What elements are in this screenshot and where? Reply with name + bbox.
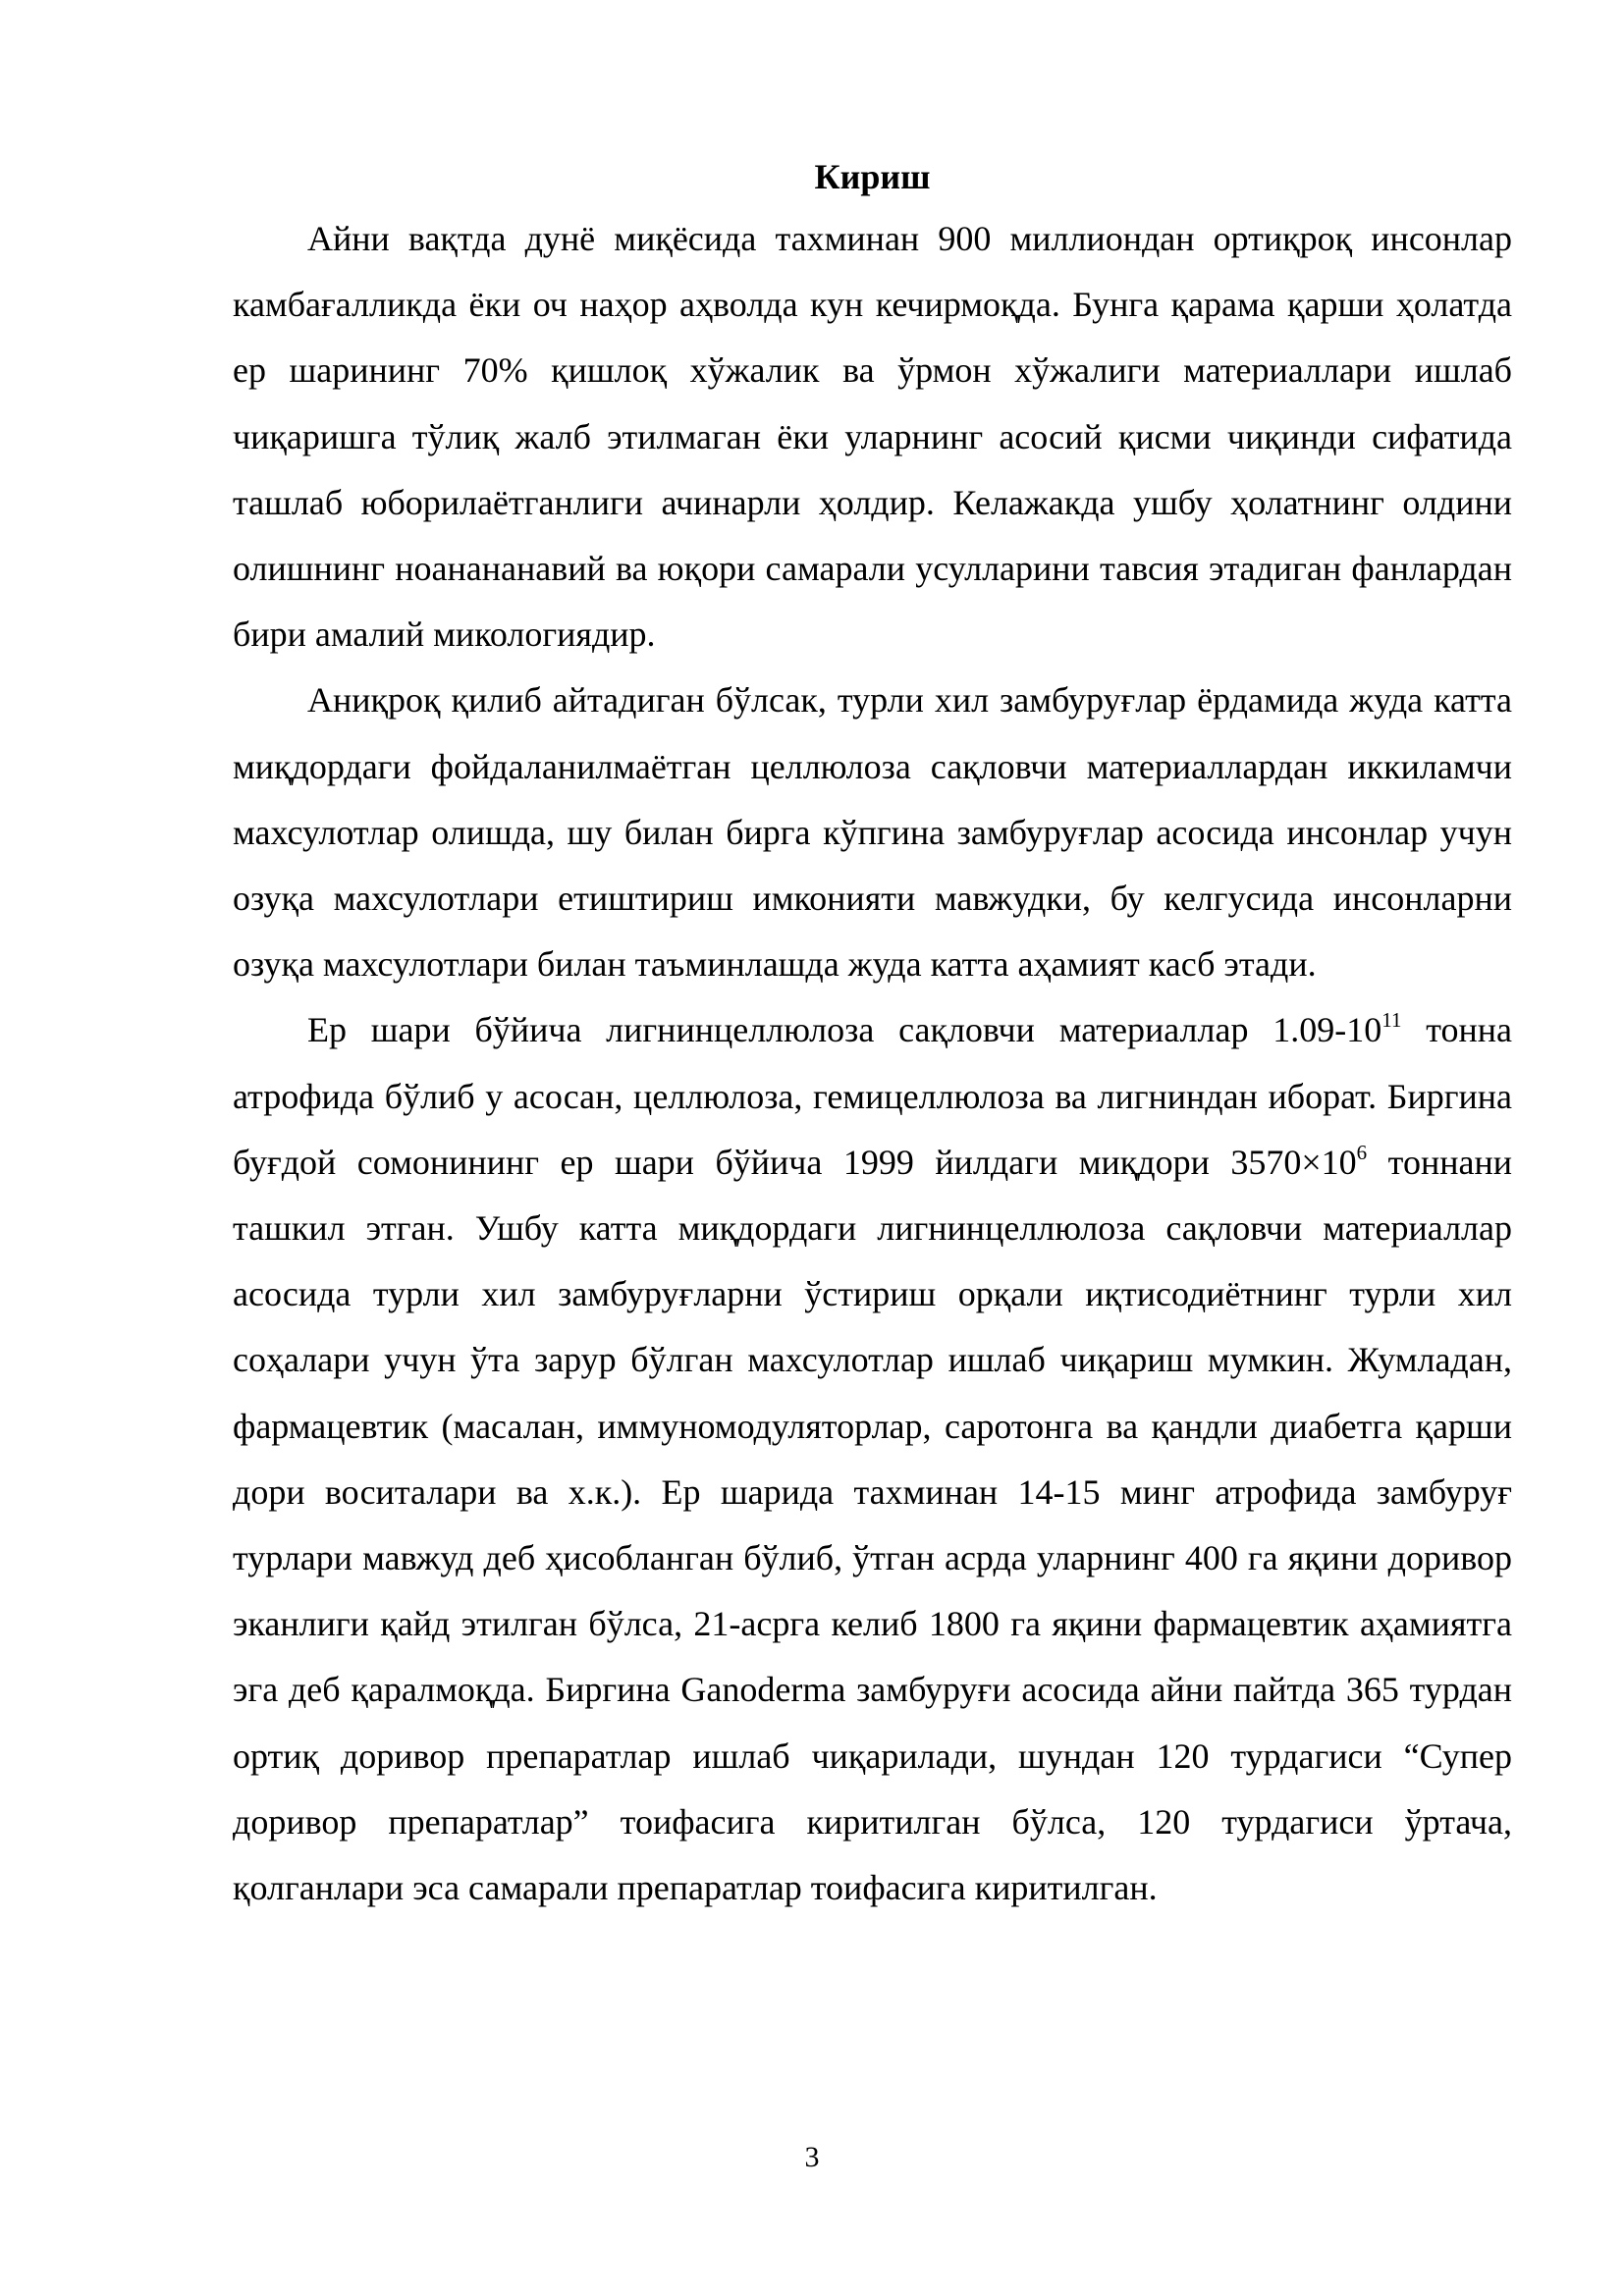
- section-title: Кириш: [814, 157, 931, 196]
- superscript-exponent-6: 6: [1356, 1140, 1368, 1164]
- paragraph-3-text-1: Ер шари бўйича лигнинцеллюлоза сақловчи материаллар 1.09-10: [307, 1010, 1382, 1050]
- paragraph-3-text-3: тоннани ташкил этган. Ушбу катта миқдордаги лигнинцеллюлоза сақловчи материаллар асосида турли хил замбуруғларни ўстириш орқали иқтисодиётнинг турли хил соҳалари учун ўта зарур бўлган махсулотлар ишлаб чиқариш мумкин. Жумладан, фармацевтик (масалан, иммуномодуляторлар, саротонга ва қандли диабетга қарши дори воситалари ва х.к.). Ер шарида тахминан 14-15 минг атрофида замбуруғ турлари мавжуд деб ҳисобланган бўлиб, ўтган асрда уларнинг 400 га яқини доривор эканлиги қайд этилган бўлса, 21-асрга келиб 1800 га яқини фармацевтик аҳамиятга эга деб қаралмоқда. Биргина Ganoderma замбуруғи асосида айни пайтда 365 турдан ортиқ доривор препаратлар ишлаб чиқарилади, шундан 120 турдагиси “Супер доривор препаратлар” тоифасига киритилган бўлса, 120 турдагиси ўртача, қолганлари эса самарали препаратлар тоифасига киритилган.: [233, 1142, 1512, 1908]
- paragraph-3: [233, 997, 1512, 1921]
- paragraph-1: Айни вақтда дунё миқёсида тахминан 900 миллиондан ортиқроқ инсонлар камбағалликда ёки оч наҳор аҳволда кун кечирмоқда. Бунга қарама қарши ҳолатда ер шарининг 70% қишлоқ хўжалик ва ўрмон хўжалиги материаллари ишлаб чиқаришга тўлиқ жалб этилмаган ёки уларнинг асосий қисми чиқинди сифатида ташлаб юборилаётганлиги ачинарли ҳолдир. Келажакда ушбу ҳолатнинг олдини олишнинг ноанананавий ва юқори самарали усулларини тавсия этадиган фанлардан бири амалий микологиядир.: [233, 219, 1512, 655]
- page-number: 3: [804, 2141, 820, 2173]
- paragraph-3-text-2: тонна атрофида бўлиб у асосан, целлюлоза, гемицеллюлоза ва лигниндан иборат. Биргина буғдой сомонининг ер шари бўйича 1999 йилдаги миқдори 3570×10: [233, 1010, 1512, 1182]
- superscript-exponent-11: 11: [1381, 1008, 1402, 1033]
- paragraph-2: Аниқроқ қилиб айтадиган бўлсак, турли хил замбуруғлар ёрдамида жуда катта миқдордаги фойдаланилмаётган целлюлоза сақловчи материаллардан иккиламчи махсулотлар олишда, шу билан бирга кўпгина замбуруғлар асосида инсонлар учун озуқа махсулотлари етиштириш имконияти мавжудки, бу келгусида инсонларни озуқа махсулотлари билан таъминлашда жуда катта аҳамият касб этади.: [233, 680, 1512, 985]
- page-content: [233, 155, 1512, 1921]
